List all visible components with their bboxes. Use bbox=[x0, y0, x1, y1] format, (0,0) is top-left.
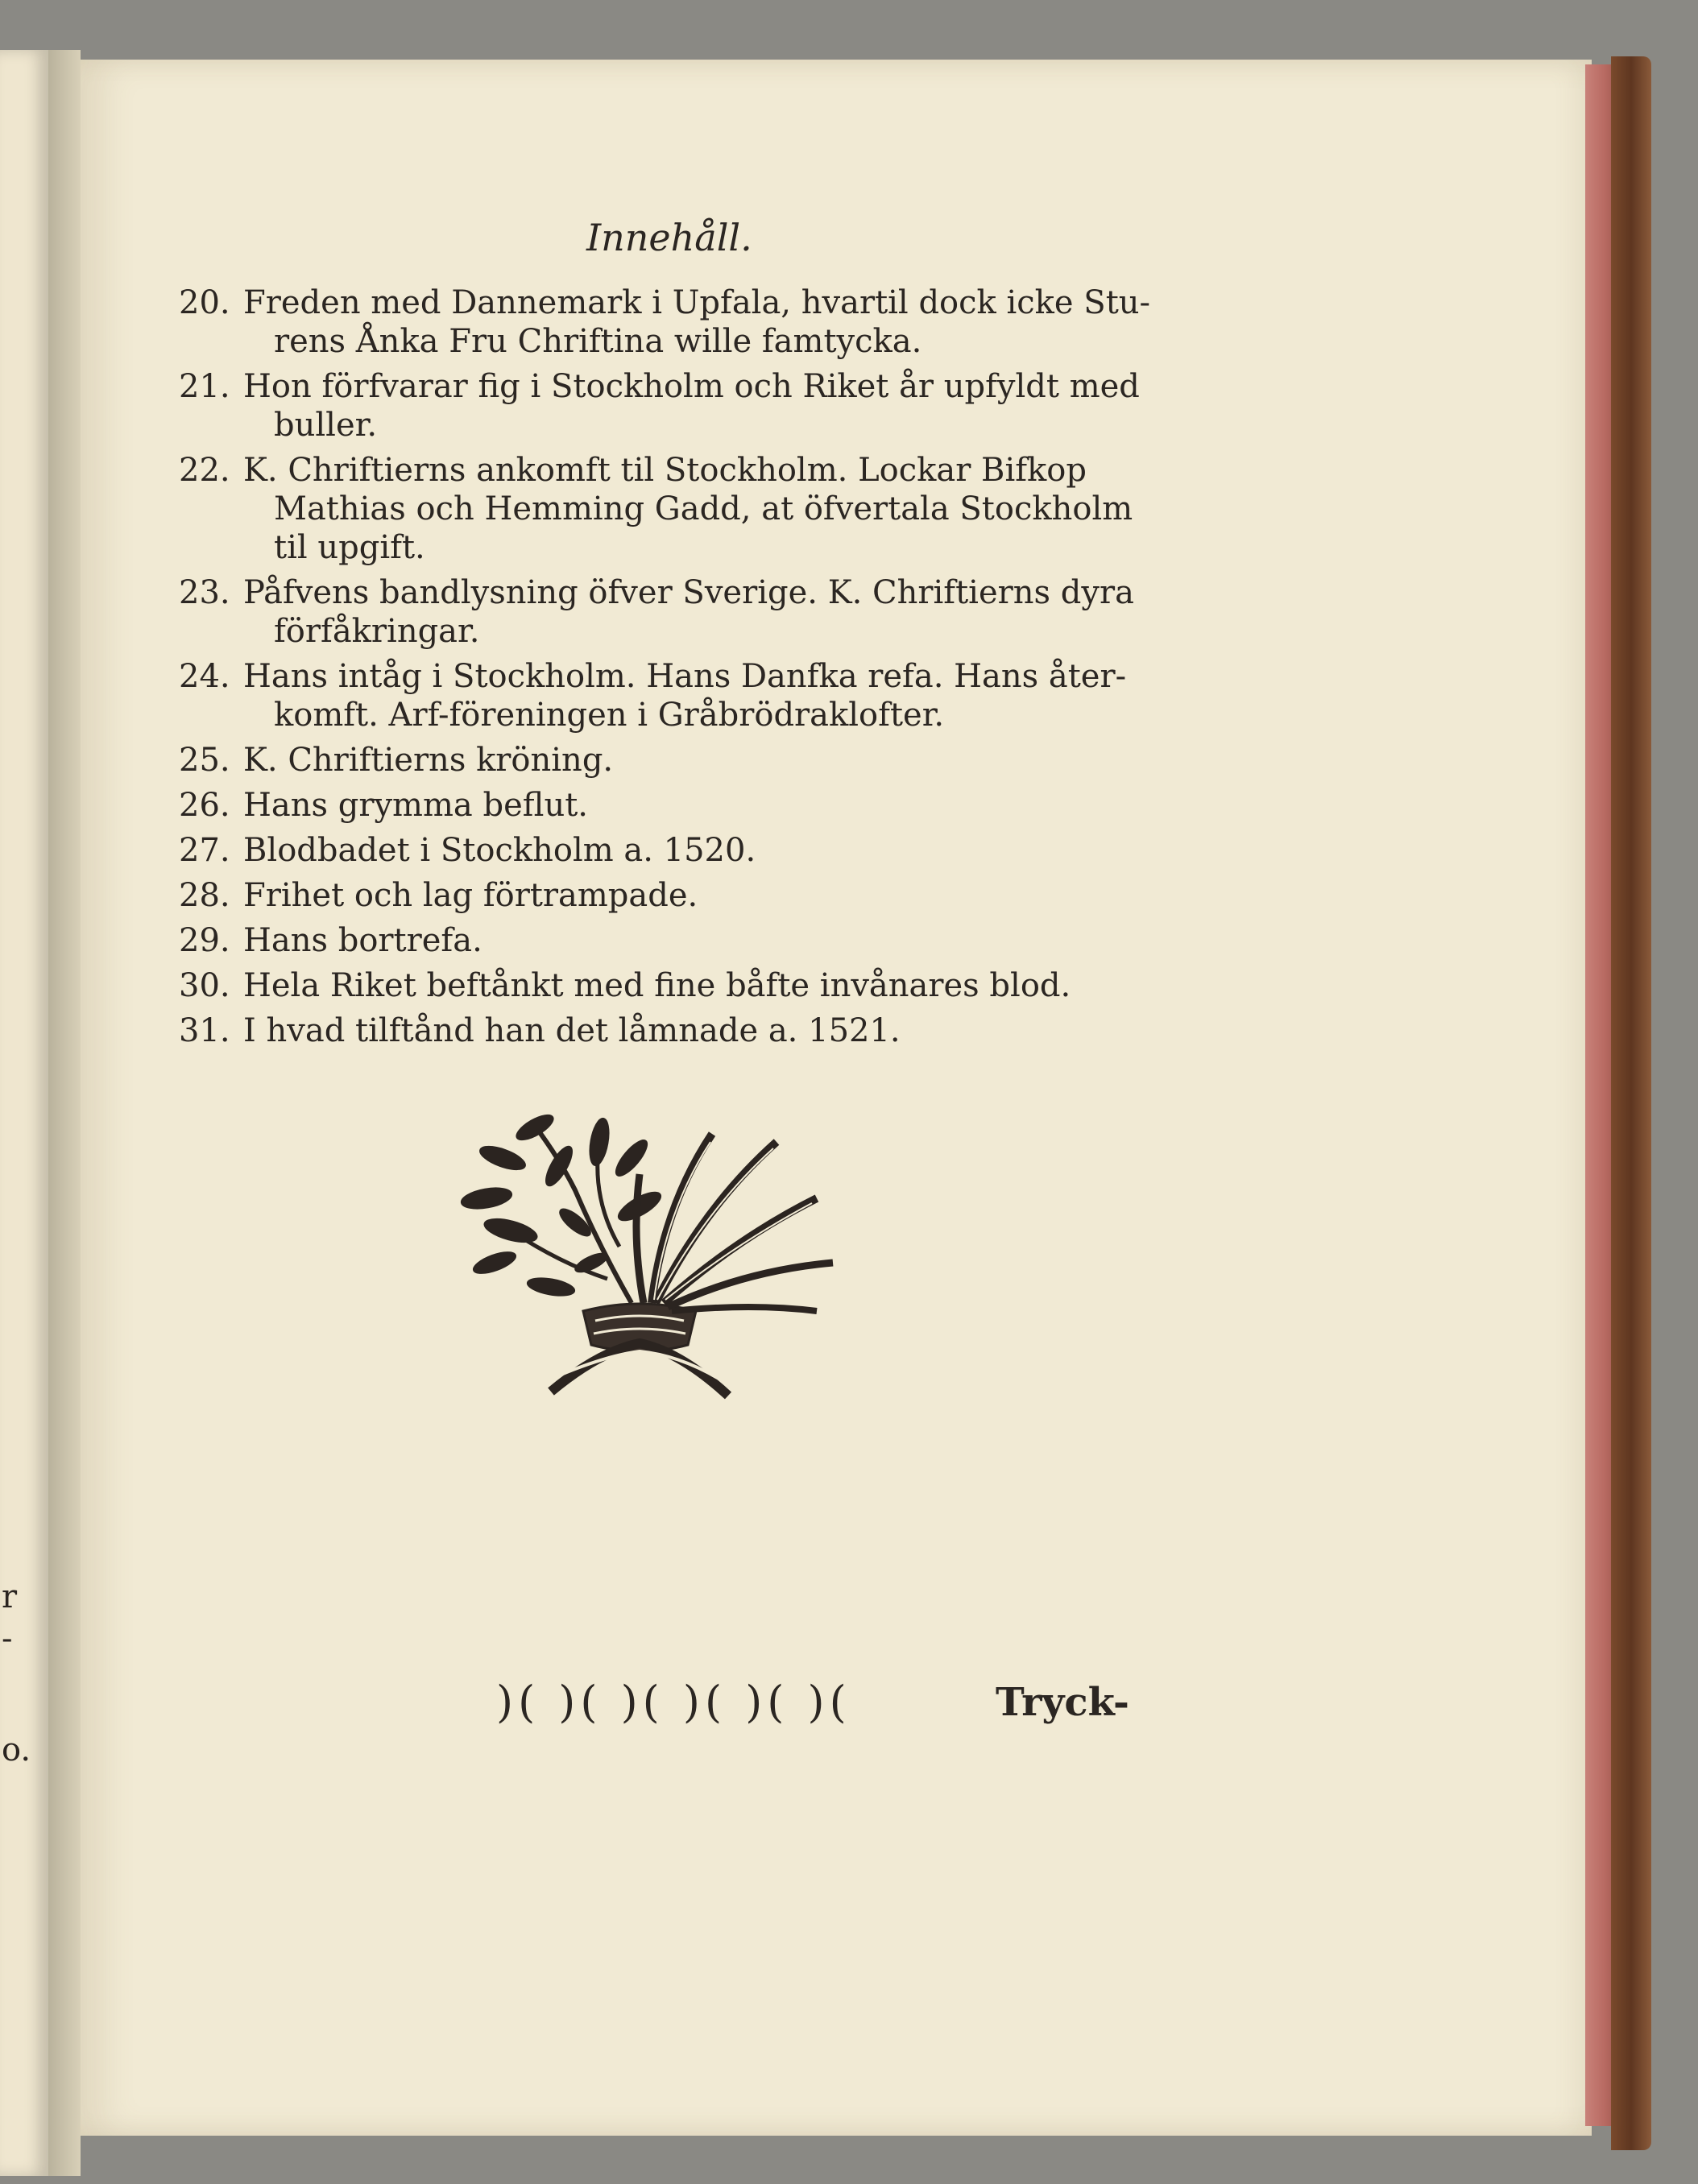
entry-line: Frihet och lag förtrampade. bbox=[243, 877, 698, 914]
entry-line: K. Chriftierns ankomft til Stockholm. Lockar Bifkop bbox=[243, 452, 1087, 489]
entry-line: komft. Arf-föreningen i Gråbrödraklofter. bbox=[274, 697, 945, 734]
toc-entry bbox=[179, 786, 1178, 825]
entry-line: Hans intåg i Stockholm. Hans Danfka refa. Hans åter- bbox=[243, 658, 1127, 695]
entry-line: rens Ånka Fru Chriftina wille famtycka. bbox=[274, 323, 922, 360]
entry-number: 29. bbox=[179, 922, 230, 959]
entry-text bbox=[179, 573, 1178, 651]
ornamental-separator: )( )( )( )( )( )( bbox=[496, 1677, 851, 1727]
toc-entry bbox=[179, 283, 1178, 361]
left-page-glyph: r bbox=[2, 1578, 18, 1615]
entry-text bbox=[179, 966, 1178, 1005]
left-page-edge bbox=[0, 50, 48, 2176]
entry-number: 22. bbox=[179, 452, 230, 489]
basket-ornament-woodcut bbox=[398, 1110, 881, 1432]
toc-entry bbox=[179, 741, 1178, 780]
entry-text bbox=[179, 283, 1178, 361]
toc-entry bbox=[179, 367, 1178, 445]
entry-line: I hvad tilftånd han det låmnade a. 1521. bbox=[243, 1012, 901, 1049]
toc-entry bbox=[179, 966, 1178, 1005]
entry-line: Påfvens bandlysning öfver Sverige. K. Chriftierns dyra bbox=[243, 574, 1134, 611]
entry-number: 23. bbox=[179, 574, 230, 611]
entry-text bbox=[179, 1011, 1178, 1050]
entry-line: til upgift. bbox=[274, 529, 425, 566]
entry-number: 24. bbox=[179, 658, 230, 695]
entry-line: K. Chriftierns kröning. bbox=[243, 742, 614, 779]
entry-number: 20. bbox=[179, 284, 230, 321]
entry-line: Hans bortrefa. bbox=[243, 922, 482, 959]
entry-line: Hon förfvarar fig i Stockholm och Riket år upfyldt med bbox=[243, 368, 1140, 405]
left-page-glyph: - bbox=[2, 1620, 13, 1657]
entry-text bbox=[179, 876, 1178, 915]
toc-entry bbox=[179, 1011, 1178, 1050]
left-page-glyph: o. bbox=[2, 1731, 31, 1768]
entry-text bbox=[179, 831, 1178, 870]
entry-line: Mathias och Hemming Gadd, at öfvertala Stockholm bbox=[274, 490, 1133, 527]
entry-line: Blodbadet i Stockholm a. 1520. bbox=[243, 832, 756, 869]
entry-line: buller. bbox=[274, 407, 378, 444]
entry-line: förfåkringar. bbox=[274, 613, 480, 650]
toc-entry bbox=[179, 876, 1178, 915]
entry-number: 21. bbox=[179, 368, 230, 405]
toc-entry bbox=[179, 451, 1178, 567]
toc-entry bbox=[179, 573, 1178, 651]
entry-text bbox=[179, 786, 1178, 825]
entry-number: 27. bbox=[179, 832, 230, 869]
entry-text bbox=[179, 451, 1178, 567]
entry-line: Freden med Dannemark i Upfala, hvartil dock icke Stu- bbox=[243, 284, 1151, 321]
toc-entry bbox=[179, 831, 1178, 870]
entry-number: 31. bbox=[179, 1012, 230, 1049]
entry-text bbox=[179, 741, 1178, 780]
catchword: Tryck- bbox=[996, 1680, 1129, 1725]
table-of-contents bbox=[179, 283, 1178, 1057]
entry-text bbox=[179, 657, 1178, 734]
entry-number: 28. bbox=[179, 877, 230, 914]
entry-line: Hans grymma beflut. bbox=[243, 787, 588, 824]
entry-number: 25. bbox=[179, 742, 230, 779]
toc-entry bbox=[179, 657, 1178, 734]
toc-entry bbox=[179, 921, 1178, 960]
entry-number: 30. bbox=[179, 967, 230, 1004]
entry-number: 26. bbox=[179, 787, 230, 824]
gutter bbox=[48, 50, 81, 2176]
entry-text bbox=[179, 921, 1178, 960]
running-header: Innehåll. bbox=[586, 216, 752, 259]
entry-line: Hela Riket beftånkt med fine båfte invånares blod. bbox=[243, 967, 1071, 1004]
book-cover bbox=[1611, 56, 1651, 2150]
entry-text bbox=[179, 367, 1178, 445]
